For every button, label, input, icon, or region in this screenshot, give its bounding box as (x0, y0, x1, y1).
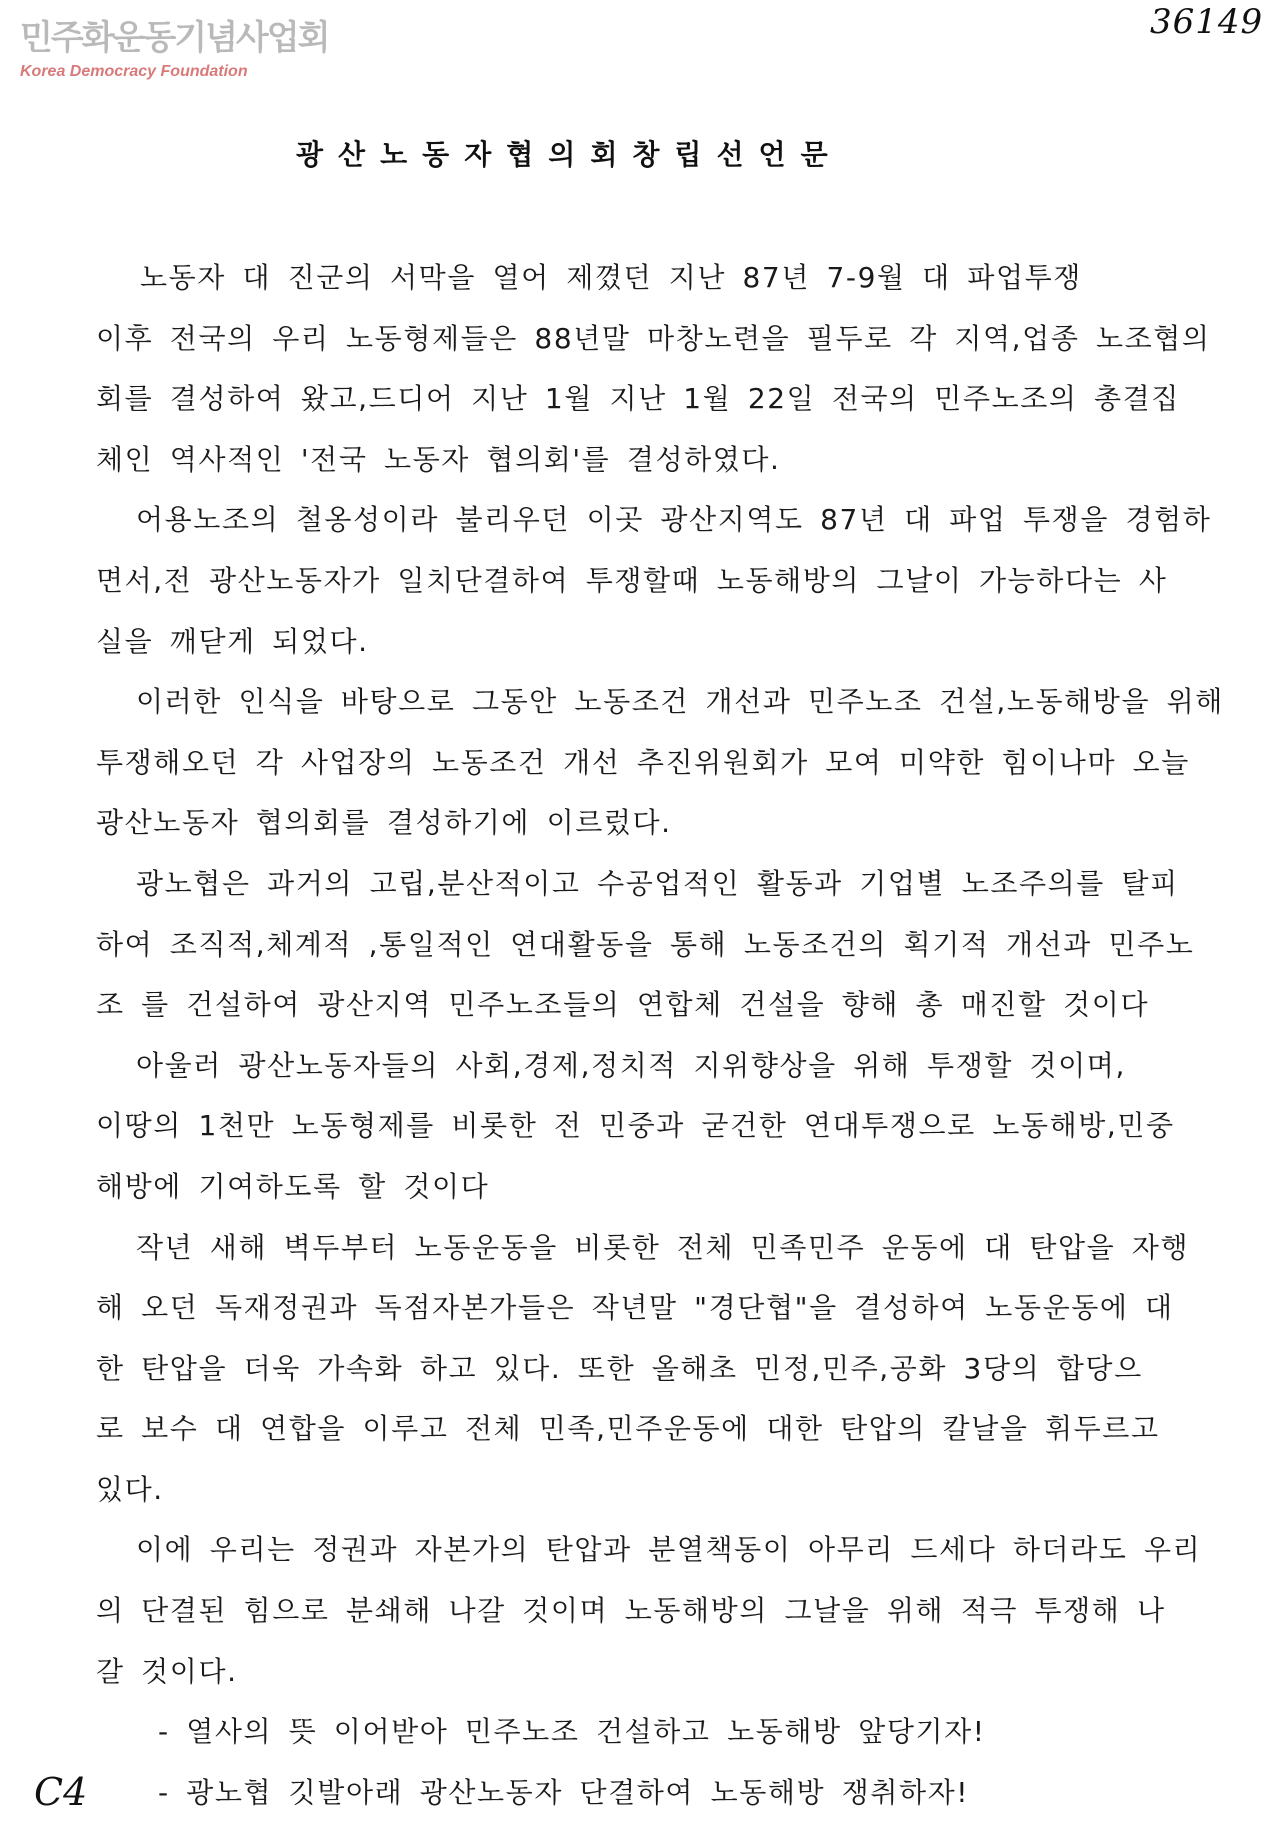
body-line: 로 보수 대 연합을 이루고 전체 민족,민주운동에 대한 탄압의 칼날을 휘두르고 (96, 1412, 1160, 1446)
declaration-body (96, 248, 1226, 1823)
body-line: 투쟁해오던 각 사업장의 노동조건 개선 추진위원회가 모여 미약한 힘이나마 오늘 (96, 745, 1190, 779)
body-line: 광산노동자 협의회를 결성하기에 이르렀다. (96, 806, 672, 840)
body-line: 해 오던 독재정권과 독점자본가들은 작년말 "경단협"을 결성하여 노동운동에 대 (96, 1291, 1174, 1325)
body-line: 노동자 대 진군의 서막을 열어 제꼈던 지난 87년 7-9월 대 파업투쟁 (140, 261, 1082, 294)
body-line: 체인 역사적인 '전국 노동자 협의회'를 결성하였다. (96, 442, 781, 476)
body-line: 해방에 기여하도록 할 것이다 (96, 1169, 490, 1203)
watermark-logo (20, 18, 328, 82)
body-line: 있다. (96, 1472, 164, 1506)
body-line: 어용노조의 철옹성이라 불리우던 이곳 광산지역도 87년 대 파업 투쟁을 경험하 (136, 503, 1212, 537)
body-line: 이에 우리는 정권과 자본가의 탄압과 분열책동이 아무리 드세다 하더라도 우리 (136, 1533, 1202, 1567)
body-line: 갈 것이다. (96, 1654, 238, 1688)
body-line: 아울러 광산노동자들의 사회,경제,정치적 지위향상을 위해 투쟁할 것이며, (136, 1048, 1126, 1082)
body-line: 이땅의 1천만 노동형제를 비롯한 전 민중과 굳건한 연대투쟁으로 노동해방,민중 (96, 1109, 1175, 1143)
body-line: 하여 조직적,체계적 ,통일적인 연대활동을 통해 노동조건의 획기적 개선과 민주노 (96, 927, 1195, 961)
watermark-korean: 민주화운동기념사업회 (20, 18, 329, 58)
body-line: 광노협은 과거의 고립,분산적이고 수공업적인 활동과 기업별 노조주의를 탈피 (136, 866, 1179, 900)
body-line: 의 단결된 힘으로 분쇄해 나갈 것이며 노동해방의 그날을 위해 적극 투쟁해 나 (96, 1594, 1166, 1628)
body-line: 한 탄압을 더욱 가속화 하고 있다. 또한 올해초 민정,민주,공화 3당의 합당으 (96, 1351, 1143, 1385)
slogan-line: - 광노협 깃발아래 광산노동자 단결하여 노동해방 쟁취하자! (158, 1775, 970, 1809)
body-line: 면서,전 광산노동자가 일치단결하여 투쟁할때 노동해방의 그날이 가능하다는 사 (96, 563, 1168, 597)
document-number: 36149 (1150, 2, 1264, 42)
watermark-english: Korea Democracy Foundation (20, 63, 248, 80)
body-line: 회를 결성하여 왔고,드디어 지난 1월 지난 1월 22일 전국의 민주노조의 총결집 (96, 382, 1180, 416)
slogan-line: - 열사의 뜻 이어받아 민주노조 건설하고 노동해방 앞당기자! (158, 1715, 986, 1749)
body-line: 이후 전국의 우리 노동형제들은 88년말 마창노련을 필두로 각 지역,업종 노조협의 (96, 321, 1211, 355)
document-title: 광산노동자협의회창립선언문 (296, 138, 843, 171)
body-line: 실을 깨닫게 되었다. (96, 624, 369, 658)
body-line: 조 를 건설하여 광산지역 민주노조들의 연합체 건설을 향해 총 매진할 것이다 (96, 988, 1150, 1022)
body-line: 이러한 인식을 바탕으로 그동안 노동조건 개선과 민주노조 건설,노동해방을 위해 (136, 685, 1224, 719)
body-line: 작년 새해 벽두부터 노동운동을 비롯한 전체 민족민주 운동에 대 탄압을 자행 (136, 1230, 1190, 1264)
handwritten-margin-mark: C4 (34, 1770, 88, 1814)
